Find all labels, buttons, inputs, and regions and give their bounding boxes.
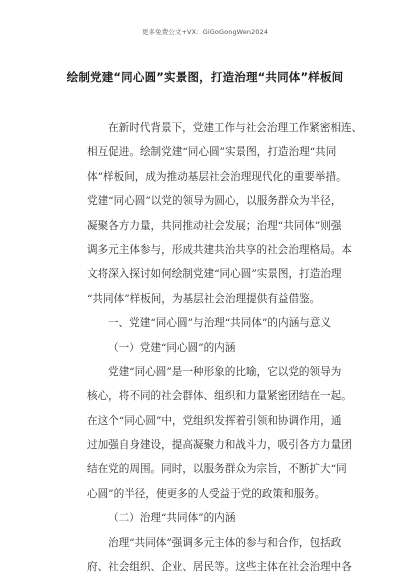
paragraph-3-line-1: 治理“共同体”强调多元主体的参与和合作，包括政 xyxy=(108,536,342,549)
paragraph-1-line-7: 文将深入探讨如何绘制党建“同心圆”实景图，打造治理 xyxy=(87,268,342,281)
document-title: 绘制党建“同心圆”实景图，打造治理“共同体”样板间 xyxy=(66,70,344,84)
paragraph-2-line-1: 党建“同心圆”是一种形象的比喻，它以党的领导为 xyxy=(108,365,342,378)
paragraph-1-line-3: 体”样板间，成为推动基层社会治理现代化的重要举措。 xyxy=(87,170,347,183)
subsection-heading-2: （二）治理“共同体”的内涵 xyxy=(108,512,236,525)
header-note: 更多免费公文+VX：GiGoGongWen2024 xyxy=(141,28,269,36)
paragraph-1-line-6: 调多元主体参与，形成共建共治共享的社会治理格局。本 xyxy=(87,243,352,256)
document-body xyxy=(87,116,363,579)
subsection-heading-1: （一）党建“同心圆”的内涵 xyxy=(108,341,236,354)
paragraph-2-line-4: 过加强自身建设，提高凝聚力和战斗力，吸引各方力量团 xyxy=(87,439,352,452)
paragraph-3-line-2: 府、社会组织、企业、居民等。这些主体在社会治理中各 xyxy=(87,561,352,574)
section-heading-1: 一、党建“同心圆”与治理“共同体”的内涵与意义 xyxy=(108,317,331,330)
paragraph-1-line-1: 在新时代背景下，党建工作与社会治理工作紧密相连、 xyxy=(108,122,363,134)
paragraph-2-line-6: 心圆”的半径，使更多的人受益于党的政策和服务。 xyxy=(87,487,326,500)
paragraph-2-line-2: 核心，将不同的社会群体、组织和力量紧密团结在一起。 xyxy=(87,390,352,403)
paragraph-2-line-3: 在这个“同心圆”中，党组织发挥着引领和协调作用，通 xyxy=(87,414,342,427)
paragraph-1-line-8: “共同体”样板间，为基层社会治理提供有益借鉴。 xyxy=(87,292,321,305)
paragraph-2-line-5: 结在党的周围。同时，以服务群众为宗旨，不断扩大“同 xyxy=(87,463,347,476)
paragraph-1-line-5: 凝聚各方力量，共同推动社会发展；治理“共同体”则强 xyxy=(87,219,342,232)
paragraph-1-line-4: 党建“同心圆”以党的领导为圆心，以服务群众为半径， xyxy=(87,195,342,208)
paragraph-1-line-2: 相互促进。绘制党建“同心圆”实景图，打造治理“共同 xyxy=(87,146,337,159)
